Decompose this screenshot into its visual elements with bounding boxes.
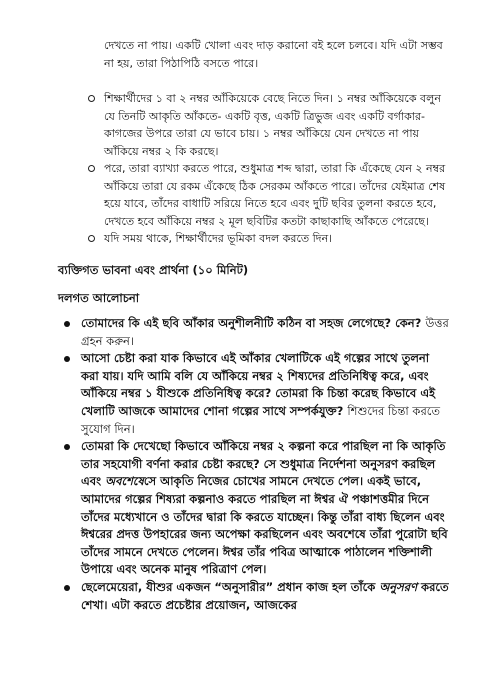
discussion-list <box>62 315 450 614</box>
emphasis-text: অনুসরণ <box>379 579 418 594</box>
leader-note: উত্তর গ্রহন করুন। <box>81 316 449 348</box>
discussion-text: সে আকৃতি নিজের চোখের সামনে দেখতে পেল। একই ভাবে, আমাদের গল্পের শিষ্যরা কল্পনাও করতে পারছিল না ঈশ্বর ঐ পঞ্চাশত্তমীর দিনে তাঁদের মধ্যেখানে ও তাঁদের দ্বারা কি করতে যাচ্ছেন। কিন্তু তাঁরা বাধ্য ছিলেন এবং ঈশ্বরের প্রদত্ত উপহারের জন্য অপেক্ষা করছিলেন এবং অবশেষে তাঁরা পুরোটা ছবি তাঁদের সামনে দেখতে পেলেন। ঈশ্বর তাঁর পবিত্র আত্মাকে পাঠালেন শক্তিশালী উপায়ে এবং অনেক মানুষ পরিত্রাণ পেল। <box>81 474 448 577</box>
leader-note: শিশুদের চিন্তা করতে সুযোগ দিন। <box>81 403 441 436</box>
instruction-sublist <box>86 90 446 248</box>
discussion-text: ছেলেমেয়েরা, যীশুর একজন “অনুসারীর” প্রধান কাজ হল তাঁকে <box>81 579 380 594</box>
list-item <box>62 579 450 614</box>
continuation-paragraph: দেখতে না পায়। একটি খোলা এবং দাড় করানো বই হলে চলবে। যদি এটা সম্ভব না হয়, তারা পিঠাপিঠি বসতে পারে। <box>104 39 443 70</box>
discussion-text: তোমরা কি দেখেছো কিভাবে আঁকিয়ে নম্বর ২ কল্পনা করে পারছিল না কি আকৃতি তার সহযোগী বর্ণনা করার চেষ্টা করছে? সে শুধুমাত্র নির্দেশনা অনুসরণ করছিল এবং <box>81 439 446 489</box>
list-item <box>62 315 450 350</box>
emphasis-text: অবশেষে <box>105 474 144 489</box>
question-text: আসো চেষ্টা করা যাক কিভাবে এই আঁকার খেলাটিকে এই গল্পের সাথে তুলনা করা যায়। যদি আমি বলি যে আঁকিয়ে নম্বর ২ শিষ্যদের প্রতিনিধিত্ব করে, এবং আঁকিয়ে নম্বর ১ যীশুকে প্রতিনিধিত্ব করে? তোমরা কি চিন্তা করেছ কিভাবে এই খেলাটি আজকে আমাদের শোনা গল্পের সাথে সম্পর্কযুক্ত? <box>81 351 436 418</box>
list-item <box>62 350 450 438</box>
reflection-heading: ব্যক্তিগত ভাবনা এবং প্রার্থনা (১০ মিনিট) <box>58 263 249 277</box>
discussion-text: করতে শেখা। এটা করতে প্রচেষ্টার প্রয়োজন, আজকের <box>81 579 449 612</box>
list-item: শিক্ষার্থীদের ১ বা ২ নম্বর আঁকিয়েকে বেছে নিতে দিন। ১ নম্বর আঁকিয়েকে বলুন যে তিনটি আকৃতি আঁকতে- একটি বৃত্ত, একটি ত্রিভুজ এবং একটি বর্গাকার- কাগজের উপরে তারা যে ভাবে চায়। ১ নম্বর আঁকিয়ে যেন দেখতে না পায় আঁকিয়ে নম্বর ২ কি করছে। <box>86 90 446 160</box>
list-item: পরে, তারা ব্যাখ্যা করতে পারে, শুধুমাত্র শব্দ দ্বারা, তারা কি এঁকেছে যেন ২ নম্বর আঁকিয়ে তারা যে রকম এঁকেছে ঠিক সেরকম আঁকতে পারে। তাঁদের যেইমাত্র শেষ হয়ে যাবে, তাঁদের বাধাটি সরিয়ে নিতে হবে এবং দুটি ছবির তুলনা করতে হবে, দেখতে হবে আঁকিয়ে নম্বর ২ মূল ছবিটির কতটা কাছাকাছি আঁকতে পেরেছে। <box>86 160 446 230</box>
list-item: যদি সময় থাকে, শিক্ষার্থীদের ভূমিকা বদল করতে দিন। <box>86 230 446 248</box>
group-discussion-heading: দলগত আলোচনা <box>58 291 140 305</box>
question-text: তোমাদের কি এই ছবি আঁকার অনুশীলনীটি কঠিন বা সহজ লেগেছে? কেন? <box>81 316 422 330</box>
list-item <box>62 438 450 579</box>
